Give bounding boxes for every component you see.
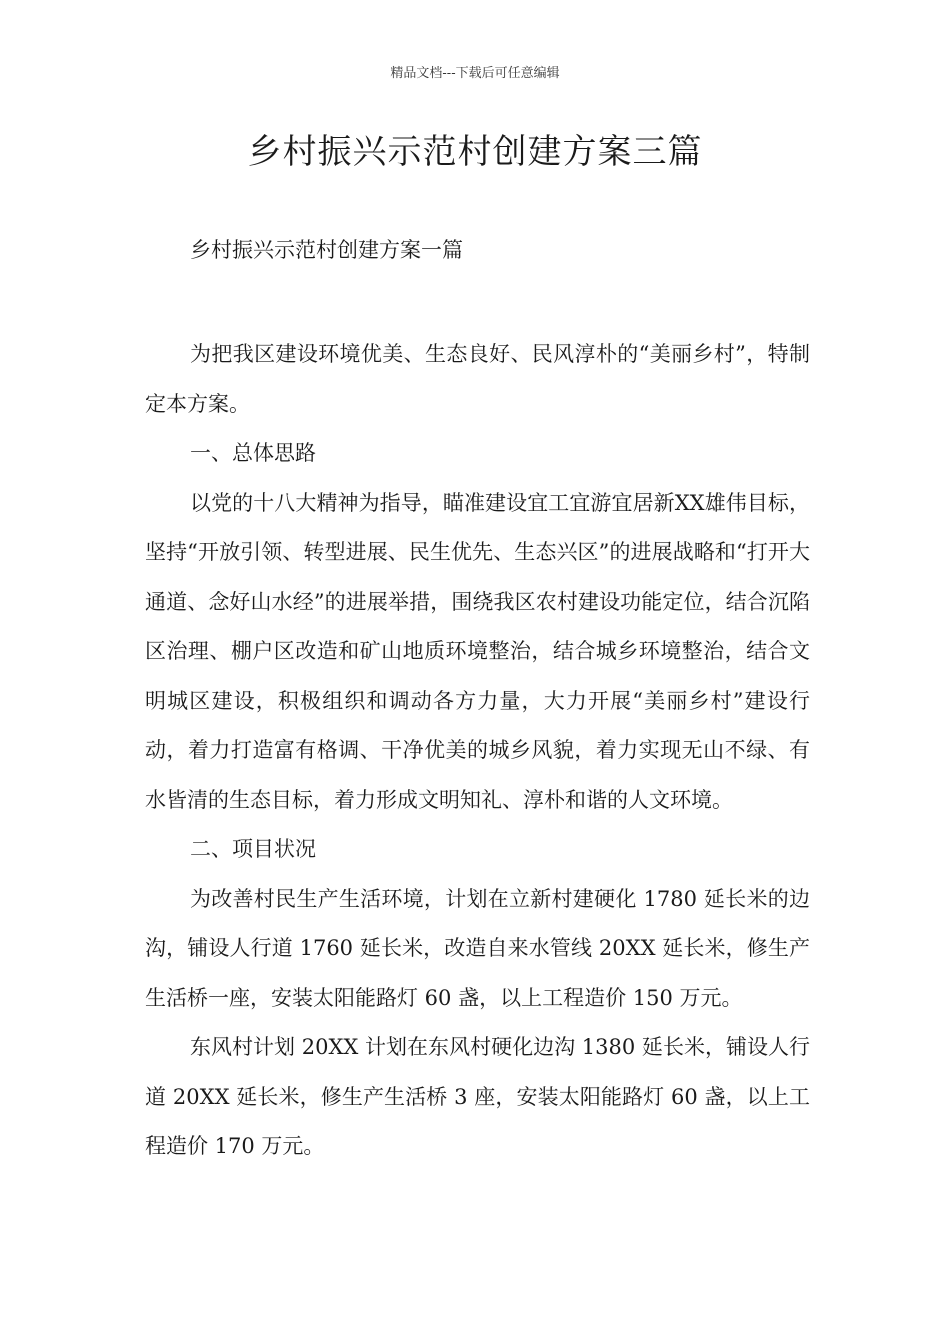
section-heading-overall-approach: 一、总体思路 (190, 441, 316, 465)
page-header-note: 精品文档---下载后可任意编辑 (390, 66, 560, 81)
project-dongfeng-paragraph: 东风村计划 20XX 计划在东风村硬化边沟 1380 延长米，铺设人行道 20XX 延长米，修生产生活桥 3 座，安装太阳能路灯 60 盏，以上工程造价 170 万元。 (145, 1035, 810, 1158)
overall-approach-paragraph: 以党的十八大精神为指导，瞄准建设宜工宜游宜居新XX雄伟目标，坚持“开放引领、转型进展、民生优先、生态兴区”的进展战略和“打开大通道、念好山水经”的进展举措，围绕我区农村建设功能定位，结合沉陷区治理、棚户区改造和矿山地质环境整治，结合城乡环境整治，结合文明城区建设，积极组织和调动各方力量，大力开展“美丽乡村”建设行动，着力打造富有格调、干净优美的城乡风貌，着力实现无山不绿、有水皆清的生态目标，着力形成文明知礼、淳朴和谐的人文环境。 (145, 490, 810, 812)
section-heading-project-status: 二、项目状况 (190, 837, 316, 861)
document-body (145, 330, 810, 1172)
project-lixin-paragraph: 为改善村民生产生活环境，计划在立新村建硬化 1780 延长米的边沟，铺设人行道 1760 延长米，改造自来水管线 20XX 延长米，修生产生活桥一座，安装太阳能路灯 60 盏，以上工程造价 150 万元。 (145, 886, 810, 1010)
document-subtitle: 乡村振兴示范村创建方案一篇 (190, 238, 463, 262)
intro-paragraph: 为把我区建设环境优美、生态良好、民风淳朴的“美丽乡村”，特制定本方案。 (145, 342, 810, 416)
document-title: 乡村振兴示范村创建方案三篇 (247, 132, 703, 172)
